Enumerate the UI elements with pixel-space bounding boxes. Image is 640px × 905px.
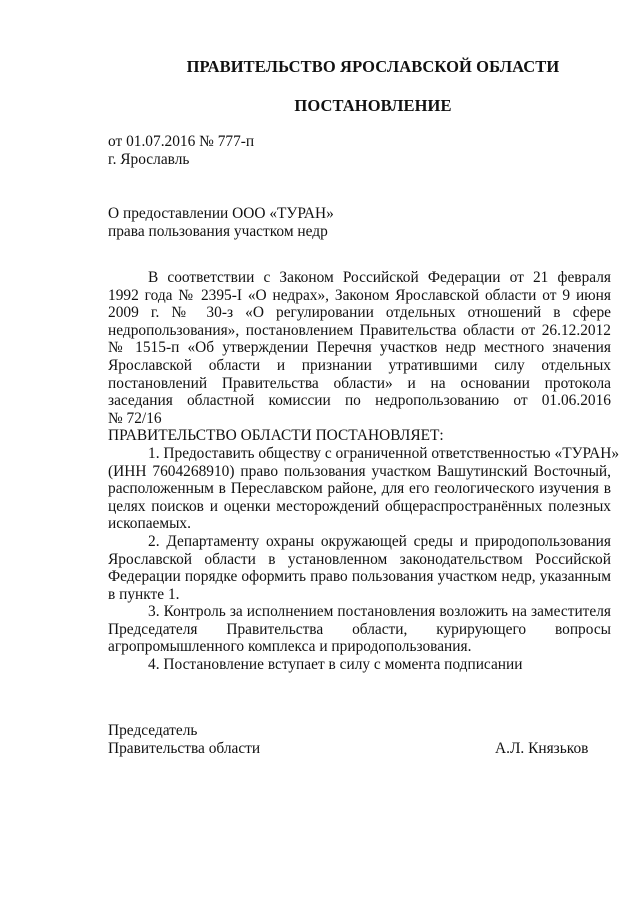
preamble-line: Ярославской области и признании утратившими силу отдельных [108, 356, 611, 374]
item-line: 4. Постановление вступает в силу с момента подписании [148, 656, 523, 673]
item-1 [108, 445, 620, 533]
city: г. Ярославль [108, 151, 190, 168]
document-type-heading: ПОСТАНОВЛЕНИЕ [294, 96, 452, 115]
item-line: Ярославской области в установленном законодательством Российской [108, 550, 611, 568]
item-line: 2. Департаменту охраны окружающей среды и природопользования [148, 533, 611, 550]
item-line: ископаемых. [108, 515, 191, 533]
item-line: (ИНН 7604268910) право пользования участком Вашутинский Восточный, [108, 462, 611, 480]
item-line: Федерации порядке оформить право пользования участком недр, указанным [108, 568, 611, 586]
government-heading: ПРАВИТЕЛЬСТВО ЯРОСЛАВСКОЙ ОБЛАСТИ [186, 57, 560, 76]
resolves-line: ПРАВИТЕЛЬСТВО ОБЛАСТИ ПОСТАНОВЛЯЕТ: [108, 427, 444, 445]
preamble-line: 1992 года № 2395-I «О недрах», Законом Ярославской области от 9 июня [108, 286, 611, 304]
item-line: Председателя Правительства области, курирующего вопросы [108, 620, 611, 638]
item-line: агропромышленного комплекса и природопользования. [108, 638, 472, 656]
signature-title-line-1: Председатель [108, 722, 198, 739]
signature-title-line-2: Правительства области [108, 740, 261, 757]
item-3 [108, 603, 611, 656]
preamble-line: № 1515-п «Об утверждении Перечня участков недр местного значения [108, 339, 611, 357]
item-line: целях поисков и оценки месторождений общераспространённых полезных [108, 497, 611, 515]
preamble-line: В соответствии с Законом Российской Федерации от 21 февраля [148, 269, 611, 286]
signatory-name: А.Л. Князьков [495, 740, 589, 757]
preamble-line: заседания областной комиссии по недропользованию от 01.06.2016 [108, 392, 611, 410]
item-2 [108, 533, 611, 603]
preamble-line: недропользования», постановлением Правительства области от 26.12.2012 [108, 321, 611, 339]
item-4 [108, 656, 611, 674]
date-number: от 01.07.2016 № 777-п [108, 133, 255, 150]
preamble-line: № 72/16 [108, 409, 162, 427]
item-line: 1. Предоставить обществу с ограниченной ответственностью «ТУРАН» [148, 445, 620, 462]
preamble-line: постановлений Правительства области» и на основании протокола [108, 374, 611, 392]
preamble-line: 2009 г. № 30-з «О регулировании отдельных отношений в сфере [108, 304, 611, 322]
subject-line-2: права пользования участком недр [108, 223, 328, 240]
item-line: в пункте 1. [108, 585, 180, 603]
preamble-paragraph [108, 269, 611, 445]
item-line: расположенным в Переславском районе, для его геологического изучения в [108, 480, 611, 498]
item-line: 3. Контроль за исполнением постановления возложить на заместителя [148, 603, 611, 620]
subject-line-1: О предоставлении ООО «ТУРАН» [108, 205, 334, 222]
